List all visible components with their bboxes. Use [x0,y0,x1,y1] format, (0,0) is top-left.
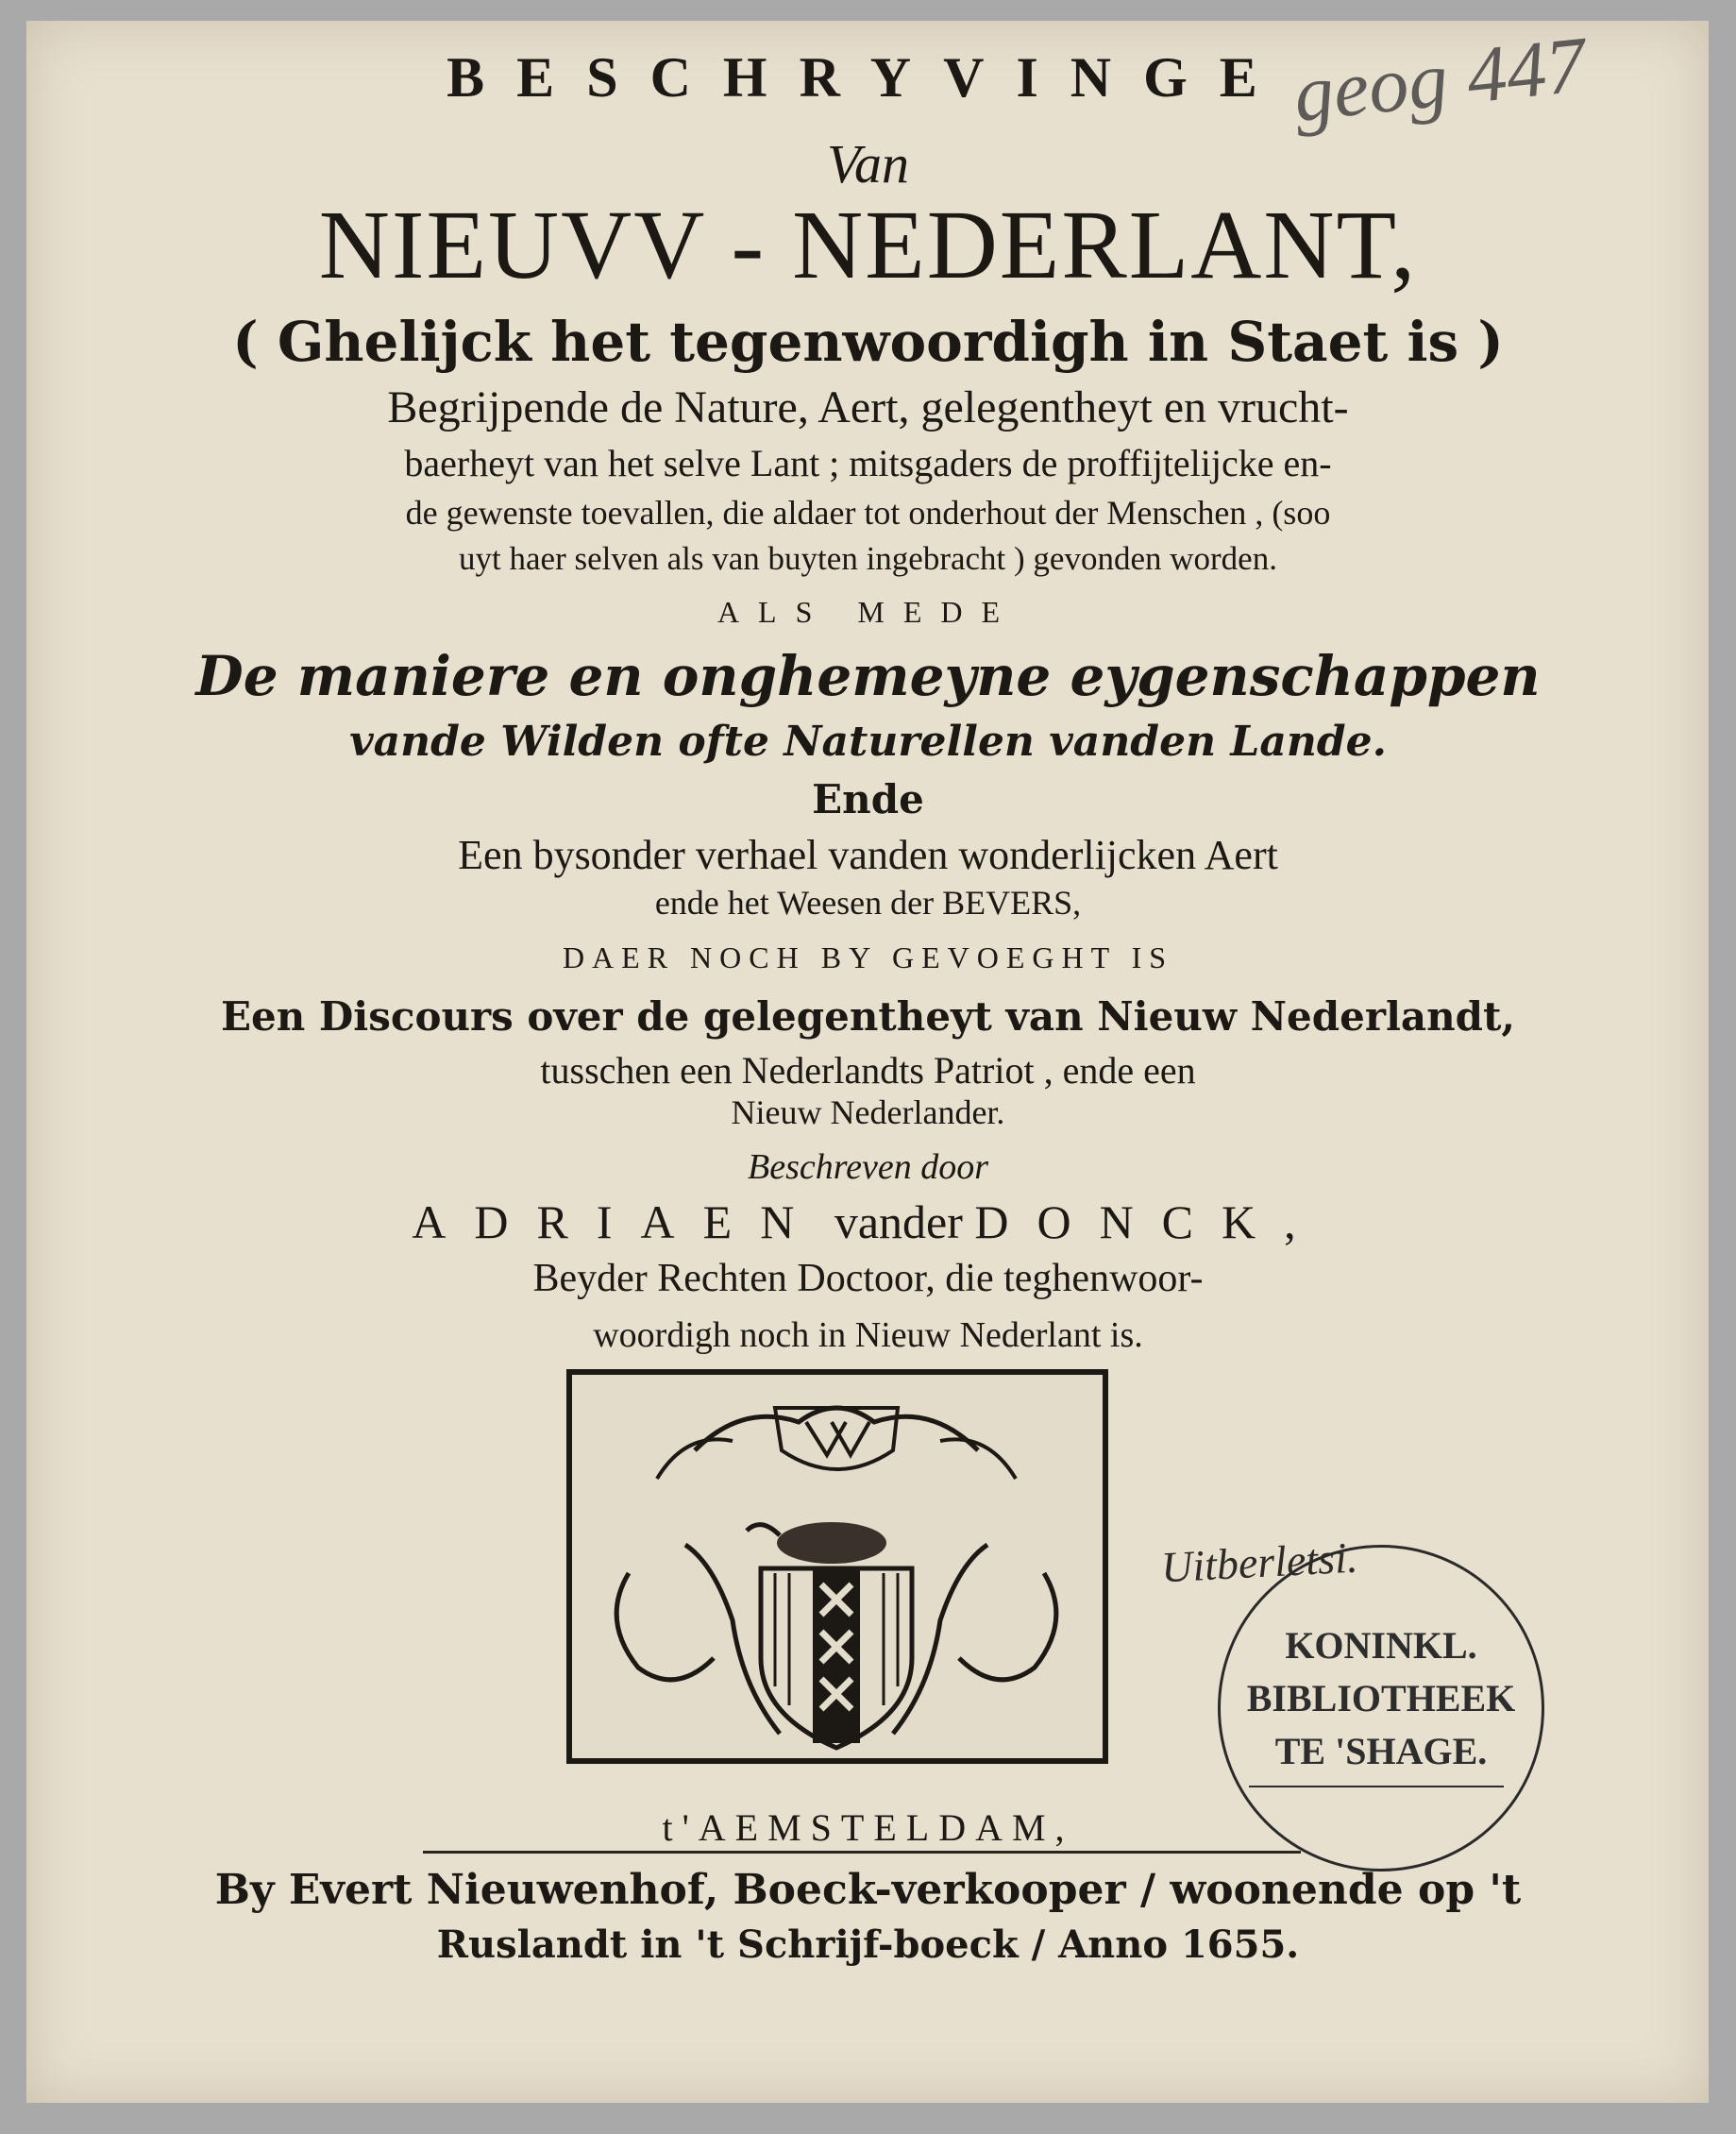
description-line-1: Begrijpende de Nature, Aert, gelegentheyt en vrucht- [387,382,1349,432]
imprint-line-1: By Evert Nieuwenhof, Boeck-verkooper / woonende op 't [214,1866,1522,1914]
description-line-4: uyt haer selven als van buyten ingebracht ) gevonden worden. [459,540,1277,577]
stamp-line-3: TE 'SHAGE. [1274,1730,1488,1772]
emblem-art [572,1375,1103,1758]
imprint-city: t'AEMSTELDAM, [662,1806,1074,1849]
author-by: Beschreven door [748,1147,988,1187]
author-mid: vander [834,1195,963,1248]
description-line-3: de gewenste toevallen, die aldaer tot onderhout der Menschen , (soo [405,494,1331,532]
part2-line-1: De maniere en onghemeyne eygenschappen [195,644,1541,708]
handwritten-note: Uitberletsi. [1159,1533,1359,1592]
imprint-rule [423,1851,1301,1854]
title-line-3: NIEUVV - NEDERLANT, [318,191,1418,299]
part2-line-4: ende het Weesen der BEVERS, [654,884,1082,922]
title-line-2: Van [827,133,909,195]
stamp-line-1: KONINKL. [1285,1624,1477,1667]
part3-line-3: Nieuw Nederlander. [731,1093,1005,1131]
part2-line-2: vande Wilden ofte Naturellen vanden Lande. [349,718,1387,766]
part3-line-2: tusschen een Nederlandts Patriot , ende een [540,1049,1196,1092]
title-subtitle: ( Ghelijck het tegenwoordigh in Staet is ) [232,310,1504,374]
als-mede-heading: ALS MEDE [716,595,1020,629]
amsterdam-coat-of-arms-emblem [566,1369,1108,1764]
part3-line-1: Een Discours over de gelegentheyt van Nieuw Nederlandt, [220,993,1516,1040]
author-first: ADRIAEN [412,1195,823,1248]
author-line-3: woordigh noch in Nieuw Nederlant is. [593,1315,1143,1355]
imprint-line-2: Ruslandt in 't Schrijf-boeck / Anno 1655. [436,1922,1300,1967]
title-line-1: BESCHRYVINGE [447,46,1289,109]
call-number: geog 447 [1289,21,1591,139]
stamp-line-2: BIBLIOTHEEK [1246,1677,1516,1719]
part2-line-3: Een bysonder verhael vanden wonderlijcken Aert [458,832,1278,878]
author-line-2: Beyder Rechten Doctoor, die teghenwoor- [532,1257,1204,1300]
daer-noch-heading: DAER NOCH BY GEVOEGHT IS [562,940,1174,974]
part2-ende: Ende [812,776,924,822]
author-last: DONCK, [974,1195,1324,1248]
description-line-2: baerheyt van het selve Lant ; mitsgaders de proffijtelijcke en- [404,442,1332,484]
author-name [0,1194,1736,1249]
stamp-underline [1249,1786,1504,1787]
